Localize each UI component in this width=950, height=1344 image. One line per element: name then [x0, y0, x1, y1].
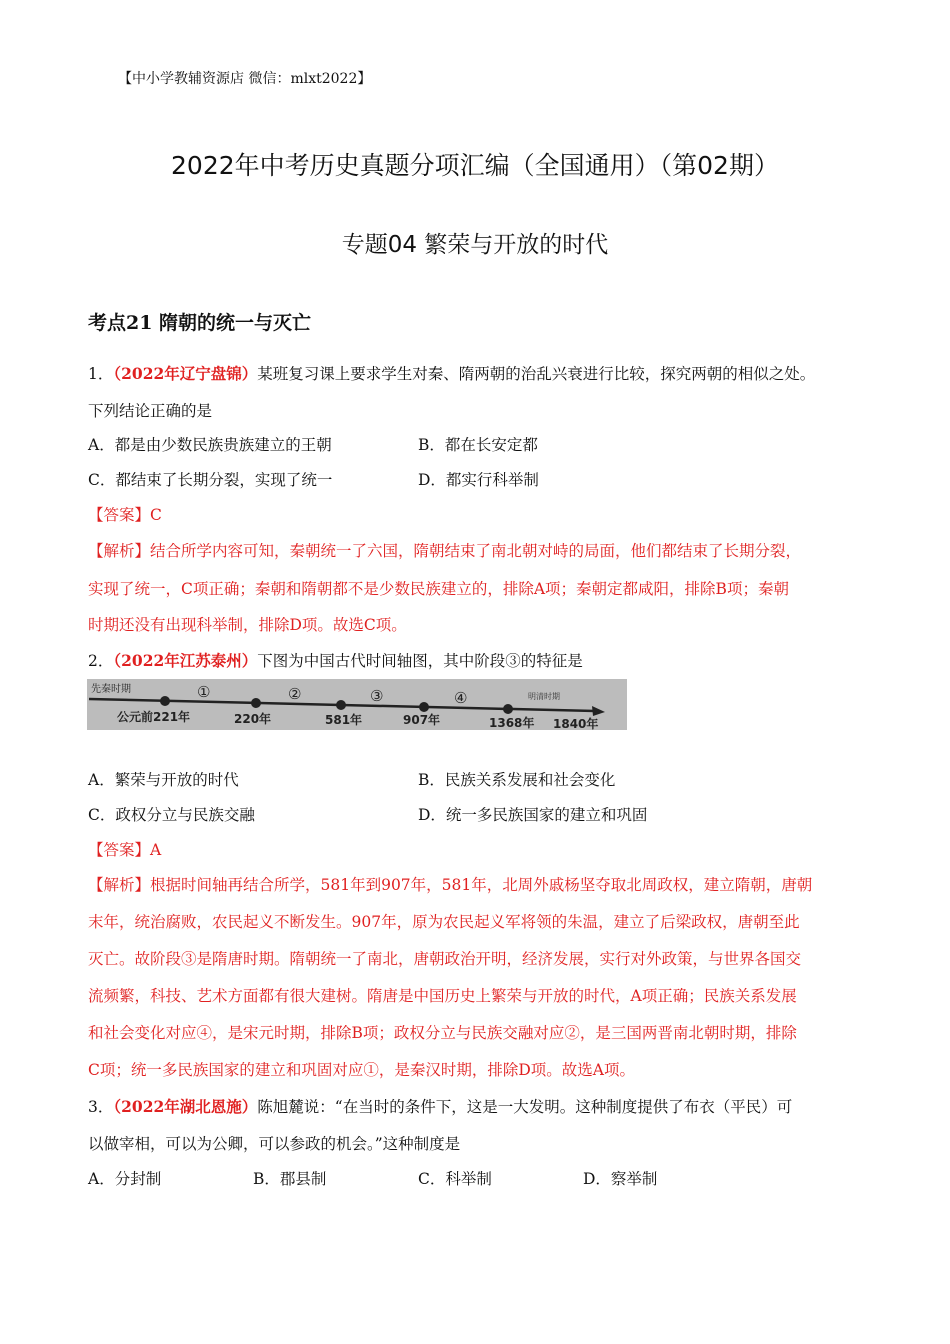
timeline-node	[251, 698, 261, 708]
timeline-node	[419, 702, 429, 712]
timeline-end-label: 明清时期	[528, 692, 560, 701]
timeline-stage: ①	[197, 683, 211, 701]
q3-option-a: A．分封制	[88, 1170, 162, 1188]
q2-analysis-line: 和社会变化对应④，是宋元时期，排除B项；政权分立与民族交融对应②，是三国两晋南北朝时期，排除	[88, 1024, 797, 1042]
timeline-stage: ②	[288, 685, 302, 703]
timeline-date: 1368年	[489, 716, 535, 730]
question-1-stem	[88, 362, 815, 384]
q3-option-b: B．郡县制	[253, 1170, 327, 1188]
q2-analysis-line: 灭亡。故阶段③是隋唐时期。隋朝统一了南北，唐朝政治开明，经济发展，实行对外政策，与世界各国交	[88, 950, 802, 968]
q1-analysis-line: 时期还没有出现科举制，排除D项。故选C项。	[88, 616, 407, 634]
question-number: 1．	[88, 365, 114, 383]
q1-option-b: B．都在长安定都	[418, 436, 538, 454]
q1-option-d: D．都实行科举制	[418, 471, 539, 489]
page-title: 2022年中考历史真题分项汇编（全国通用）（第02期）	[171, 151, 779, 180]
question-text: 下图为中国古代时间轴图，其中阶段③的特征是	[257, 652, 583, 670]
timeline-date: 581年	[325, 713, 363, 727]
question-1-stem-cont: 下列结论正确的是	[88, 402, 213, 420]
page-header: 【中小学教辅资源店 微信：mlxt2022】	[118, 71, 372, 87]
question-number: 2．	[88, 652, 114, 670]
question-2-stem	[88, 649, 583, 671]
q1-answer: 【答案】C	[88, 506, 162, 524]
question-text: 某班复习课上要求学生对秦、隋两朝的治乱兴衰进行比较，探究两朝的相似之处。	[257, 365, 816, 383]
timeline-start-label: 先秦时期	[91, 684, 131, 695]
q1-analysis-line: 实现了统一，C项正确；秦朝和隋朝都不是少数民族建立的，排除A项；秦朝定都咸阳，排除B项；秦朝	[88, 580, 789, 598]
page-subtitle: 专题04 繁荣与开放的时代	[341, 232, 609, 258]
timeline-date: 1840年	[553, 717, 599, 730]
q2-option-d: D．统一多民族国家的建立和巩固	[418, 806, 648, 824]
question-source: （2022年辽宁盘锦）	[113, 364, 258, 383]
timeline-date: 220年	[234, 712, 272, 726]
q2-analysis-line: 末年，统治腐败，农民起义不断发生。907年，原为农民起义军将领的朱温，建立了后梁政权，唐朝至此	[88, 913, 800, 931]
q2-answer: 【答案】A	[88, 841, 162, 859]
section-heading: 考点21 隋朝的统一与灭亡	[88, 312, 312, 334]
timeline-image	[87, 679, 627, 730]
question-source: （2022年湖北恩施）	[113, 1097, 258, 1116]
timeline-stage: ④	[454, 689, 468, 707]
question-3-stem	[88, 1095, 792, 1117]
q3-option-c: C．科举制	[418, 1170, 492, 1188]
timeline-date: 907年	[403, 713, 441, 727]
question-3-stem-cont: 以做宰相，可以为公卿，可以参政的机会。”这种制度是	[88, 1135, 461, 1153]
question-number: 3．	[88, 1098, 114, 1116]
q3-option-d: D．察举制	[583, 1170, 658, 1188]
q2-option-b: B．民族关系发展和社会变化	[418, 771, 616, 789]
q1-analysis-line: 【解析】结合所学内容可知，秦朝统一了六国，隋朝结束了南北朝对峙的局面，他们都结束了长期分裂，	[88, 542, 802, 560]
timeline-node	[160, 696, 170, 706]
q2-analysis-line: 【解析】根据时间轴再结合所学，581年到907年，581年，北周外戚杨坚夺取北周政权，建立隋朝，唐朝	[88, 876, 813, 894]
q2-option-c: C．政权分立与民族交融	[88, 806, 255, 824]
q2-analysis-line: C项；统一多民族国家的建立和巩固对应①，是秦汉时期，排除D项。故选A项。	[88, 1061, 635, 1079]
q1-option-a: A．都是由少数民族贵族建立的王朝	[88, 436, 332, 454]
q2-option-a: A．繁荣与开放的时代	[88, 771, 239, 789]
question-text: 陈旭麓说：“在当时的条件下，这是一大发明。这种制度提供了布衣（平民）可	[257, 1098, 793, 1116]
q1-option-c: C．都结束了长期分裂，实现了统一	[88, 471, 333, 489]
question-source: （2022年江苏泰州）	[113, 651, 258, 670]
timeline-date: 公元前221年	[117, 710, 191, 724]
timeline-stage: ③	[370, 687, 384, 705]
timeline-node	[336, 700, 346, 710]
q2-analysis-line: 流频繁，科技、艺术方面都有很大建树。隋唐是中国历史上繁荣与开放的时代，A项正确；民族关系发展	[88, 987, 797, 1005]
timeline-node	[503, 704, 513, 714]
